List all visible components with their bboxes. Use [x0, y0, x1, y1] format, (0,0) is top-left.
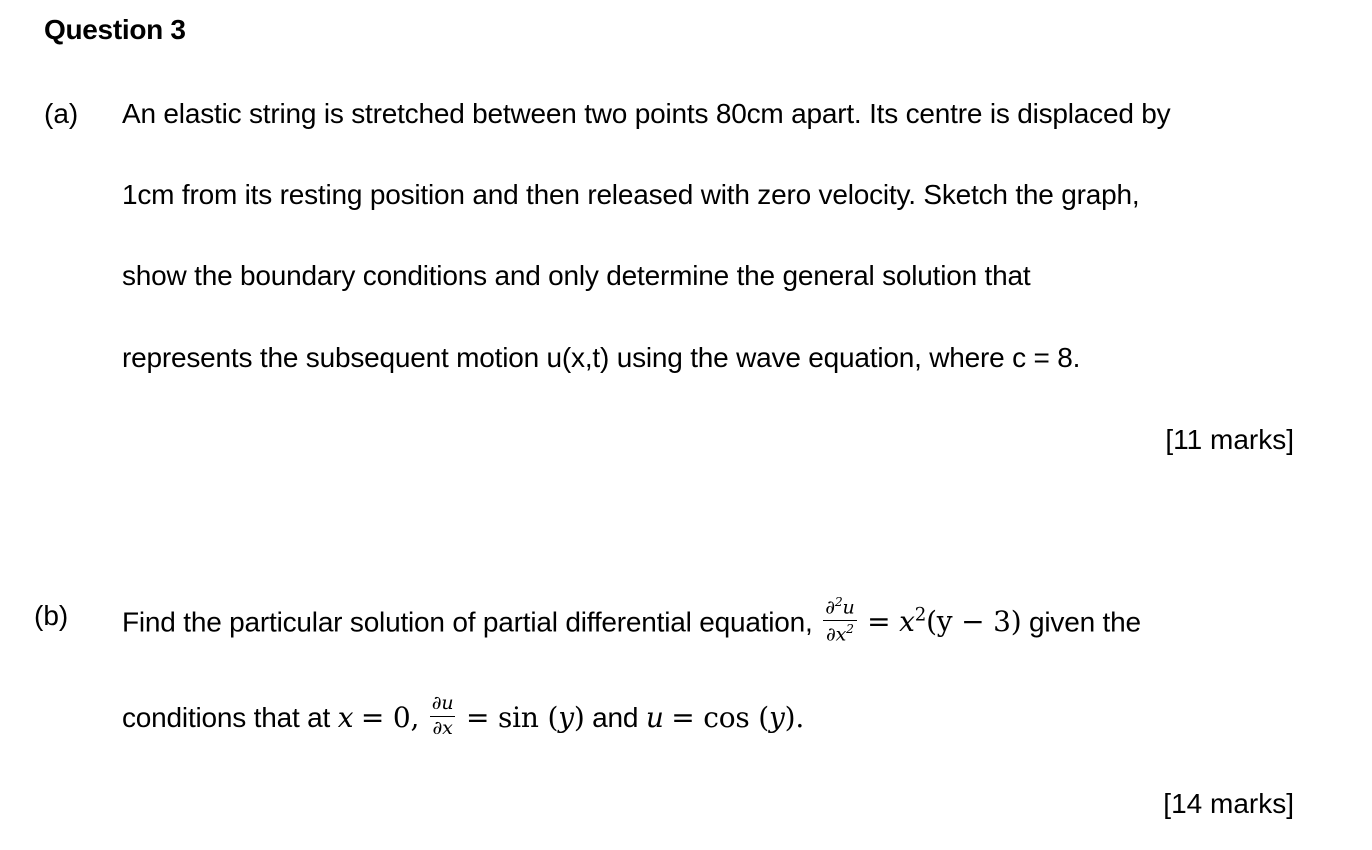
pde-rhs: = $x^2(y - 3)$: [867, 605, 1022, 639]
part-b-line-1: [122, 584, 1141, 648]
condition-x-var: x: [337, 701, 354, 734]
condition-fraction-denominator: ∂x: [432, 717, 453, 740]
part-a-line-4: represents the subsequent motion u(x,t) using the wave equation, where c = 8.: [122, 342, 1081, 373]
pde-fraction-denominator: $\partial x^2$: [825, 622, 854, 646]
condition-x-value: = 0,: [360, 701, 420, 734]
condition-fraction-numerator: ∂u: [430, 693, 456, 717]
part-b-line-2-text: conditions that at: [122, 702, 331, 733]
condition-and: and: [592, 702, 639, 733]
part-b-line-1-tail: given the: [1029, 606, 1141, 638]
question-heading: Question 3: [44, 14, 186, 45]
part-a-marks: [11 marks]: [1165, 424, 1294, 455]
part-b-marks: [14 marks]: [1163, 788, 1294, 819]
part-b-label: (b): [34, 600, 69, 631]
part-a-line-3: show the boundary conditions and only determine the general solution that: [122, 260, 1031, 291]
part-a-line-1: An elastic string is stretched between two points 80cm apart. Its centre is displaced by: [122, 98, 1171, 129]
condition-cos: = cos (y).: [671, 701, 805, 734]
pde-fraction: [823, 595, 856, 646]
condition-fraction: [430, 693, 456, 740]
part-b-line-2: [122, 686, 804, 750]
part-a-label: (a): [44, 98, 79, 129]
pde-fraction-numerator: ∂$^2$u: [823, 595, 856, 621]
part-a-line-2: 1cm from its resting position and then released with zero velocity. Sketch the graph,: [122, 179, 1140, 210]
condition-u-var: u: [645, 701, 664, 734]
condition-sin: = sin (y): [466, 701, 585, 734]
part-b-line-1-text: Find the particular solution of partial differential equation,: [122, 606, 813, 638]
